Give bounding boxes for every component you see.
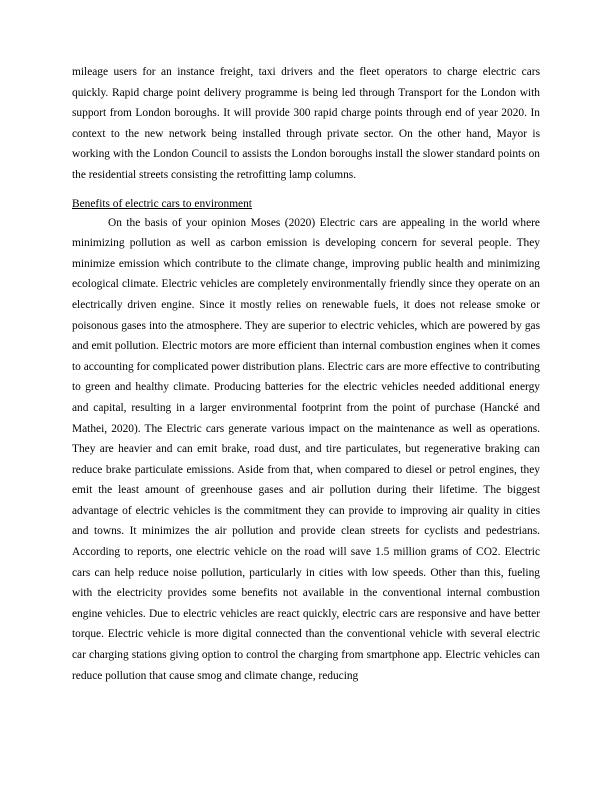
paragraph-charge-points: mileage users for an instance freight, taxi drivers and the fleet operators to charge electric cars quickly. Rapid charge point delivery programme is being led through Transport for the London with support from London boroughs. It will provide 300 rapid charge points through end of year 2020. In context to the new network being installed through private sector. On the other hand, Mayor is working with the London Council to assists the London boroughs install the slower standard points on the residential streets consisting the retrofitting lamp columns. bbox=[72, 66, 540, 181]
document-body bbox=[72, 62, 540, 686]
section-heading-benefits: Benefits of electric cars to environment bbox=[72, 197, 252, 210]
paragraph-benefits: On the basis of your opinion Moses (2020) Electric cars are appealing in the world where minimizing pollution as well as carbon emission is developing concern for several people. They minimize emission which contribute to the climate change, improving public health and minimizing ecological climate. Electric vehicles are completely environmentally friendly since they operate on an electrically driven engine. Since it mostly relies on renewable fuels, it does not release smoke or poisonous gases into the atmosphere. They are superior to electric vehicles, which are powered by gas and emit pollution. Electric motors are more efficient than internal combustion engines when it comes to accounting for complicated power distribution plans. Electric cars are more effective to contributing to green and healthy climate. Producing batteries for the electric vehicles needed additional energy and capital, resulting in a larger environmental footprint from the point of purchase (Hancké and Mathei, 2020). The Electric cars generate various impact on the maintenance as well as operations. They are heavier and can emit brake, road dust, and tire particulates, but regenerative braking can reduce brake particulate emissions. Aside from that, when compared to diesel or petrol engines, they emit the least amount of greenhouse gases and air pollution during their lifetime. The biggest advantage of electric vehicles is the commitment they can provide to improving air quality in cities and towns. It minimizes the air pollution and provide clean streets for cyclists and pedestrians. According to reports, one electric vehicle on the road will save 1.5 million grams of CO2. Electric cars can help reduce noise pollution, particularly in cities with low speeds. Other than this, fueling with the electricity provides some benefits not available in the conventional internal combustion engine vehicles. Due to electric vehicles are react quickly, electric cars are responsive and have better torque. Electric vehicle is more digital connected than the conventional vehicle with several electric car charging stations giving option to control the charging from smartphone app. Electric vehicles can reduce pollution that cause smog and climate change, reducing bbox=[72, 216, 540, 682]
